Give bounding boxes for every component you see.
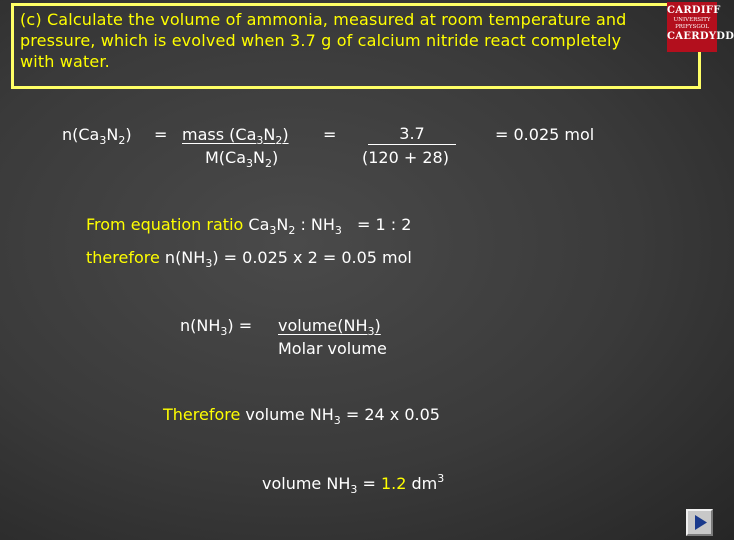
text: volume NH [262,474,351,493]
text: N [106,125,119,144]
equation-ratio-line [86,215,412,237]
text: ) [125,125,132,144]
subscript: 3 [367,325,375,338]
therefore2-lead: Therefore [163,405,241,424]
subscript: 3 [350,483,358,496]
mass-numerator [182,125,289,147]
molar-mass-denominator [205,148,279,170]
text: ) [282,125,289,144]
text: = 24 x 0.05 [340,405,440,424]
logo-text-middle: UNIVERSITY PRIFYSGOL [673,17,711,30]
text: N [253,148,265,167]
subscript: 2 [118,134,126,147]
text: M(Ca [205,148,247,167]
therefore-lead: therefore [86,248,160,267]
text: : [300,215,306,234]
ratio-lead: From equation ratio [86,215,244,234]
text: n(NH [180,316,221,335]
ratio-value: = 1 : 2 [357,215,412,234]
text: n(NH [164,248,206,267]
text: ) = [227,316,253,335]
molar-volume-denominator: Molar volume [278,339,387,358]
play-triangle-icon [692,514,709,531]
text: ) [374,316,381,335]
subscript: 3 [220,325,228,338]
text: mass (Ca [182,125,257,144]
subscript: 3 [333,414,341,427]
university-logo [667,2,734,52]
question-line-3: with water. [20,52,110,71]
final-value: 1.2 [380,474,407,493]
text: NH [310,215,335,234]
question-box [11,3,701,89]
value-numerator: 3.7 [368,125,456,145]
moles-formula-left [180,316,253,338]
subscript: 2 [275,134,283,147]
question-line-1: (c) Calculate the volume of ammonia, measured at room temperature and [20,10,627,29]
text: n(Ca [62,125,100,144]
superscript: 3 [437,472,445,485]
therefore-volume [163,405,440,427]
text: N [276,215,289,234]
text: = [357,474,381,493]
text: ) = 0.025 x 2 = 0.05 mol [212,248,412,267]
subscript: 3 [205,257,213,270]
final-volume [262,472,445,496]
question-line-2: pressure, which is evolved when 3.7 g of calcium nitride react completely [20,31,622,50]
text: N [263,125,276,144]
equals-sign: = [154,125,168,144]
text: volume NH [245,405,334,424]
subscript: 2 [288,224,296,237]
text: ) [272,148,279,167]
text: volume(NH [278,316,368,335]
subscript: 3 [99,134,107,147]
logo-text-top: CARDIFF [667,5,721,16]
moles-result: = 0.025 mol [495,125,595,144]
value-denominator: (120 + 28) [362,148,449,167]
therefore-moles-nh3 [86,248,412,270]
text: dm [406,474,438,493]
subscript: 3 [269,224,277,237]
subscript: 2 [265,157,272,170]
subscript: 3 [334,224,342,237]
text: Ca [248,215,270,234]
n-ca3n2-label [62,125,132,147]
equals-sign-2: = [323,125,337,144]
volume-numerator [278,316,381,338]
subscript: 3 [256,134,264,147]
logo-text-bottom: CAERDYDD [667,31,734,42]
next-slide-button[interactable] [686,509,713,536]
subscript: 3 [246,157,254,170]
